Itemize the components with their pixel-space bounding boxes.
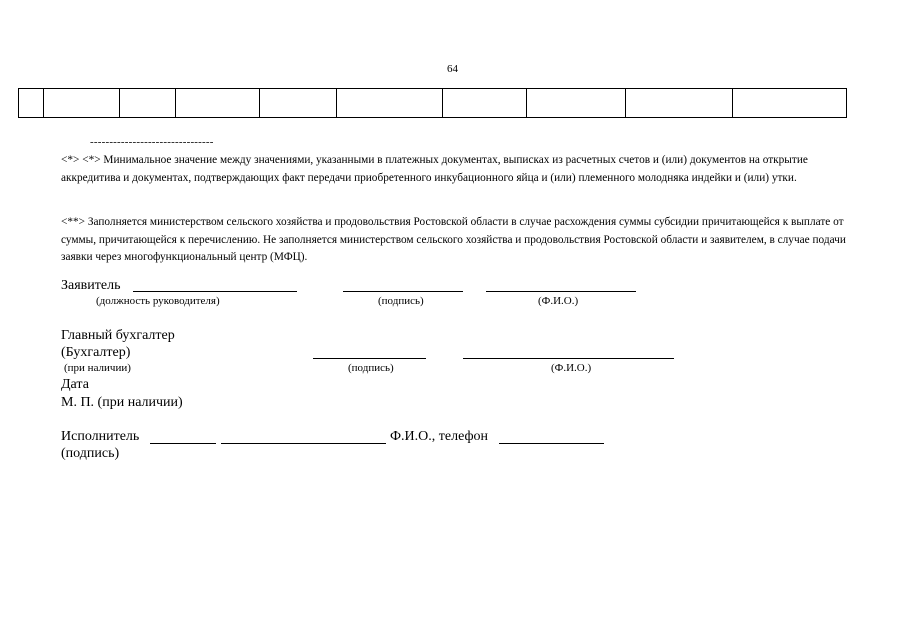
- applicant-signature-caption: (подпись): [378, 295, 424, 307]
- executor-name-line: [221, 443, 386, 444]
- footnote-separator: --------------------------------: [90, 136, 214, 148]
- table-cell: [443, 89, 527, 118]
- executor-name-phone-label: Ф.И.О., телефон: [390, 429, 489, 444]
- page-number: 64: [447, 63, 458, 75]
- accountant-label: Главный бухгалтер: [61, 328, 175, 343]
- table-cell: [626, 89, 733, 118]
- applicant-label: Заявитель: [61, 278, 121, 293]
- executor-phone-line: [499, 443, 604, 444]
- footnote-1: <*> <*> Минимальное значение между значениями, указанными в платежных документах, выписках из расчетных счетов и (или) документов на открытие аккредитива и документах, подтверждающих факт передачи приобретенного инкубационного яйца и (или) племенного молодняка индейки и (или) утки.: [61, 154, 808, 184]
- table-row: [19, 89, 847, 118]
- table-cell: [527, 89, 626, 118]
- executor-label: Исполнитель: [61, 429, 140, 444]
- table-cell: [337, 89, 443, 118]
- applicant-name-line: [486, 291, 636, 292]
- applicant-name-caption: (Ф.И.О.): [538, 295, 579, 307]
- table-cell: [120, 89, 176, 118]
- empty-table: [18, 88, 847, 118]
- table-cell: [19, 89, 44, 118]
- footnote-2: <**> Заполняется министерством сельского хозяйства и продовольствия Ростовской области в случае расхождения суммы субсидии причитающейся к выплате от суммы, причитающейся к перечислению. Не заполняется министерством сельского хозяйства и продовольствия Ростовской области и заявителем, в случае подачи заявки через многофункциональный центр (МФЦ).: [61, 216, 846, 263]
- accountant-name-line: [463, 358, 674, 359]
- applicant-position-line: [133, 291, 297, 292]
- executor-signature-caption: (подпись): [61, 446, 120, 461]
- accountant-signature-line: [313, 358, 426, 359]
- applicant-signature-line: [343, 291, 463, 292]
- table-cell: [733, 89, 847, 118]
- accountant-if-any-caption: (при наличии): [64, 362, 131, 374]
- accountant-signature-caption: (подпись): [348, 362, 394, 374]
- applicant-position-caption: (должность руководителя): [96, 295, 220, 307]
- accountant-sublabel: (Бухгалтер): [61, 345, 131, 360]
- table-cell: [260, 89, 337, 118]
- table-cell: [176, 89, 260, 118]
- stamp-label: М. П. (при наличии): [61, 395, 183, 410]
- accountant-name-caption: (Ф.И.О.): [551, 362, 592, 374]
- date-label: Дата: [61, 377, 89, 392]
- executor-signature-line: [150, 443, 216, 444]
- table-cell: [44, 89, 120, 118]
